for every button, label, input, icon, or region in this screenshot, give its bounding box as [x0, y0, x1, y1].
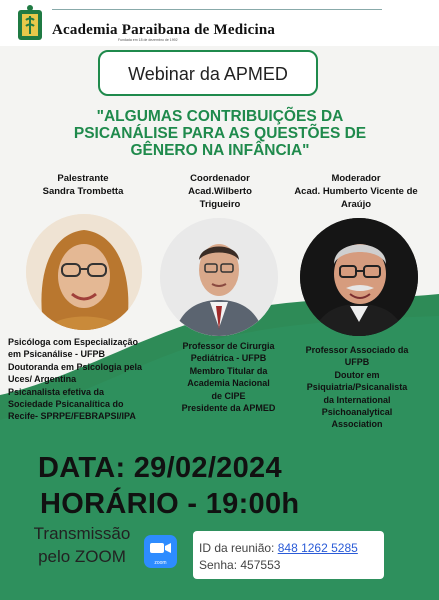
- meeting-password: Senha: 457553: [199, 558, 281, 572]
- event-date: DATA: 29/02/2024: [38, 452, 282, 484]
- bio-line: em Psicanálise - UFPB: [8, 349, 106, 360]
- header-bar: [0, 0, 439, 46]
- video-camera-icon: [144, 535, 177, 559]
- event-time: HORÁRIO - 19:00h: [40, 488, 300, 520]
- bio-line: Association: [331, 419, 383, 430]
- speaker-bio-moderador: [293, 344, 421, 431]
- speaker-role-title: Coordenador: [190, 173, 250, 184]
- speaker-bio-palestrante: [8, 336, 168, 423]
- speaker-name: Araújo: [340, 199, 372, 210]
- portrait-man-glasses-icon: [300, 218, 418, 336]
- bio-line: Recife- SPRPE/FEBRAPSI/IPA: [8, 411, 136, 422]
- header-divider: [52, 9, 382, 10]
- zoom-label: zoom: [154, 560, 167, 566]
- organization-name: Academia Paraibana de Medicina: [52, 22, 276, 38]
- webinar-label: Webinar da APMED: [128, 64, 288, 84]
- transmission-line: pelo ZOOM: [38, 547, 126, 566]
- meeting-id-label: ID da reunião:: [199, 541, 278, 555]
- bio-line: Psiquiatria/Psicanalista: [306, 382, 408, 393]
- bio-line: Doutor em: [334, 369, 380, 380]
- organization-founding-note: Fundada em 18 de dezembro de 1992: [118, 38, 178, 42]
- bio-line: Sociedade Psicanalítica do: [8, 399, 124, 410]
- speaker-role-palestrante: [18, 172, 148, 198]
- lecture-title-line: "ALGUMAS CONTRIBUIÇÕES DA: [96, 108, 344, 125]
- speaker-photo-palestrante: [26, 214, 142, 330]
- speaker-photo-moderador: [300, 218, 418, 336]
- speaker-role-title: Moderador: [331, 173, 381, 184]
- bio-line: Professor Associado da: [305, 345, 409, 355]
- speaker-bio-coordenador: [166, 340, 291, 414]
- bio-line: Psicóloga com Especialização: [8, 337, 139, 347]
- meeting-details-box: [193, 531, 384, 579]
- bio-line: de CIPE: [211, 390, 246, 401]
- transmission-line: Transmissão: [33, 524, 131, 543]
- portrait-woman-icon: [26, 214, 142, 330]
- bio-line: Presidente da APMED: [181, 403, 276, 414]
- speaker-name: Acad.Wilberto: [188, 186, 252, 197]
- academy-crest-icon: [16, 4, 44, 44]
- zoom-icon[interactable]: [144, 535, 177, 568]
- meeting-id-link[interactable]: 848 1262 5285: [277, 541, 358, 555]
- bio-line: Doutoranda em Psicologia pela: [8, 361, 143, 372]
- portrait-man-suit-icon: [160, 218, 278, 336]
- bio-line: Psicanalista efetiva da: [8, 386, 105, 397]
- speaker-role-moderador: [276, 172, 436, 211]
- transmission-info: [22, 522, 142, 568]
- lecture-title-line: PSICANÁLISE PARA AS QUESTÕES DE: [73, 125, 367, 142]
- speaker-role-title: Palestrante: [57, 173, 109, 184]
- speaker-name: Sandra Trombetta: [42, 186, 124, 197]
- speaker-role-coordenador: [160, 172, 280, 211]
- webinar-banner: [98, 50, 318, 96]
- bio-line: Psichoanalytical: [321, 407, 393, 418]
- speaker-photo-coordenador: [160, 218, 278, 336]
- speaker-name: Trigueiro: [199, 199, 241, 210]
- bio-line: UFPB: [344, 357, 370, 368]
- bio-line: Uces/ Argentina: [8, 374, 77, 385]
- lecture-title: [40, 108, 400, 159]
- bio-line: Academia Nacional: [187, 378, 270, 389]
- lecture-title-line: GÊNERO NA INFÂNCIA": [130, 142, 310, 159]
- meeting-id-row: [199, 541, 358, 555]
- bio-line: Membro Titular da: [189, 365, 268, 376]
- bio-line: da International: [323, 394, 391, 405]
- speaker-name: Acad. Humberto Vicente de: [294, 186, 418, 197]
- bio-line: Pediátrica - UFPB: [190, 353, 267, 364]
- bio-line: Professor de Cirurgia: [182, 341, 275, 351]
